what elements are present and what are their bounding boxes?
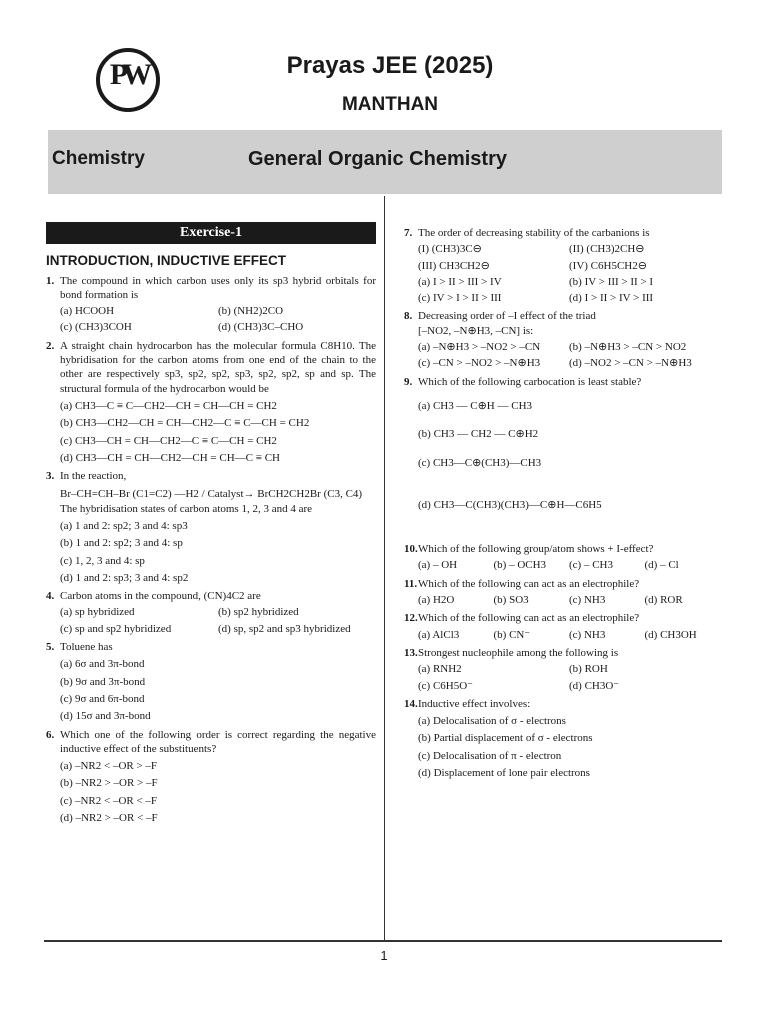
option: (c) 9σ and 6π-bond [60,692,145,705]
question-7 [404,226,720,305]
question-10 [404,542,720,573]
pw-logo [96,48,160,112]
option: (b) SO3 [493,594,529,607]
option: (d) (CH3)3C–CHO [218,321,304,334]
page-number: 1 [380,948,388,963]
option: (d) CH3—CH = CH—CH2—CH = CH—C ≡ CH [60,451,280,464]
option: (d) CH3—C(CH3)(CH3)—C⊕H—C6H5 [418,498,602,511]
left-column [46,222,376,825]
question-6 [46,728,376,826]
option: (d) sp, sp2 and sp3 hybridized [218,622,351,635]
page-subtitle: MANTHAN [341,94,439,115]
option: (c) –NR2 < –OR < –F [60,794,158,807]
question-9 [404,375,720,512]
option: (a) RNH2 [418,663,462,676]
page-title: Prayas JEE (2025) [286,52,494,79]
option: (a) AlCl3 [418,628,460,641]
question-number: 13. [404,646,418,659]
option: (d) ROR [644,594,683,607]
question-5 [46,640,376,723]
question-13 [404,646,720,693]
question-text: Carbon atoms in the compound, (CN)4C2 are [60,590,261,603]
option: (a) – OH [418,559,458,572]
option: (b) (NH2)2CO [218,305,284,318]
question-text: Strongest nucleophile among the following is [418,646,619,659]
question-2 [46,339,376,465]
option: (b) 1 and 2: sp2; 3 and 4: sp [60,537,183,550]
question-text: Which one of the following order is correct regarding the negative inductive effect of the substituents? [60,728,376,755]
question-number: 12. [404,612,418,625]
question-text: Toluene has [60,641,113,654]
option: (c) CH3—CH = CH—CH2—C ≡ C—CH = CH2 [60,434,277,447]
right-column [404,222,720,780]
option: (a) 1 and 2: sp2; 3 and 4: sp3 [60,520,188,532]
option: (a) sp hybridized [60,606,135,619]
option: (b) CH3—CH2—CH = CH—CH2—C ≡ C—CH = CH2 [60,417,310,430]
option: (b) – OCH3 [493,559,547,572]
option: (d) CH3OH [644,628,697,641]
option: (c) –CN > –NO2 > –N⊕H3 [418,357,541,370]
topic-title: General Organic Chemistry [248,148,507,170]
option: (c) C6H5O⁻ [418,679,473,692]
option: (b) sp2 hybridized [218,606,299,619]
question-8 [404,309,720,370]
question-4 [46,589,376,636]
option: (c) CH3—C⊕(CH3)—CH3 [418,456,542,469]
question-text: Which of the following can act as an electrophile? [418,612,640,625]
question-text: A straight chain hydrocarbon has the molecular formula C8H10. The hybridisation for the carbon atoms from one end of the chain to the other are respectively sp3, sp2, sp2, sp3, sp2, sp2, sp and sp. The structural formula of the hydrocarbon would be [60,339,376,395]
option: (b) CH3 — CH2 — C⊕H2 [418,428,539,441]
option: (d) –NO2 > –CN > –N⊕H3 [569,357,692,370]
option: (b) –N⊕H3 > –CN > NO2 [569,341,687,354]
question-number: 5. [46,641,55,654]
question-text: The order of decreasing stability of the carbanions is [418,227,650,239]
subject-label: Chemistry [52,148,145,169]
question-number: 6. [46,728,55,741]
question-text: Which of the following group/atom shows + I-effect? [418,543,654,556]
option: (a) H2O [418,594,455,607]
logo-text: PW [109,58,147,91]
option: (c) (CH3)3COH [60,321,132,334]
question-number: 7. [404,227,413,239]
option: (c) – CH3 [569,559,613,572]
question-text: Which of the following carbocation is least stable? [418,375,642,388]
item: (II) (CH3)2CH⊖ [569,243,645,256]
question-12 [404,611,720,642]
option: (d) I > II > IV > III [569,292,654,305]
option: (c) 1, 2, 3 and 4: sp [60,554,145,567]
exercise-heading: Exercise-1 [46,222,376,244]
option: (a) –N⊕H3 > –NO2 > –CN [418,341,541,354]
option: (c) IV > I > II > III [418,292,502,305]
question-11 [404,577,720,608]
question-number: 14. [404,697,418,710]
question-subtext: The hybridisation states of carbon atoms 1, 2, 3 and 4 are [60,502,313,515]
option: (b) –NR2 > –OR > –F [60,777,158,790]
footer-rule [44,940,722,942]
option: (c) NH3 [569,628,606,641]
question-text: In the reaction, [60,470,127,483]
question-14 [404,697,720,780]
option: (a) I > II > III > IV [418,275,502,288]
option: (d) – Cl [644,559,679,572]
item: (I) (CH3)3C⊖ [418,243,482,256]
option: (a) –NR2 < –OR > –F [60,760,158,773]
question-number: 4. [46,590,55,603]
item: (III) CH3CH2⊖ [418,259,490,272]
option: (b) IV > III > II > I [569,275,654,288]
option: (c) sp and sp2 hybridized [60,622,172,635]
question-subtext: [–NO2, –N⊕H3, –CN] is: [418,324,534,337]
question-number: 11. [404,577,418,590]
option: (b) Partial displacement of σ - electrons [418,732,593,745]
option: (d) 15σ and 3π-bond [60,710,151,723]
option: (a) HCOOH [60,305,115,318]
option: (b) 9σ and 3π-bond [60,675,146,688]
question-text: Decreasing order of –I effect of the triad [418,310,596,323]
question-number: 10. [404,543,418,556]
option: (d) Displacement of lone pair electrons [418,767,590,780]
option: (d) –NR2 > –OR < –F [60,812,158,825]
question-text: Inductive effect involves: [418,697,531,710]
option: (b) ROH [569,663,608,676]
option: (a) CH3—C ≡ C—CH2—CH = CH—CH = CH2 [60,399,277,412]
option: (a) Delocalisation of σ - electrons [418,715,566,728]
subject-band [48,130,722,194]
option: (a) 6σ and 3π-bond [60,658,145,671]
option: (d) 1 and 2: sp3; 3 and 4: sp2 [60,571,189,584]
option: (d) CH3O⁻ [569,679,620,692]
option: (c) Delocalisation of π - electron [418,749,562,762]
question-number: 3. [46,470,55,483]
question-1 [46,274,376,335]
question-number: 9. [404,375,413,388]
reaction-scheme: Br–CH=CH–Br (C1=C2) —H2 / Catalyst→ BrCH2CH2Br (C3, C4) [60,488,363,501]
question-text: Which of the following can act as an electrophile? [418,577,640,590]
section-heading: INTRODUCTION, INDUCTIVE EFFECT [46,253,286,268]
question-number: 1. [46,274,55,287]
column-divider [384,196,385,940]
question-3 [46,469,376,585]
question-text: The compound in which carbon uses only its sp3 hybrid orbitals for bond formation is [60,274,376,301]
question-number: 8. [404,310,413,323]
item: (IV) C6H5CH2⊖ [569,259,647,272]
question-number: 2. [46,339,55,352]
option: (a) CH3 — C⊕H — CH3 [418,399,533,412]
option: (c) NH3 [569,594,606,607]
option: (b) CN⁻ [493,628,531,641]
